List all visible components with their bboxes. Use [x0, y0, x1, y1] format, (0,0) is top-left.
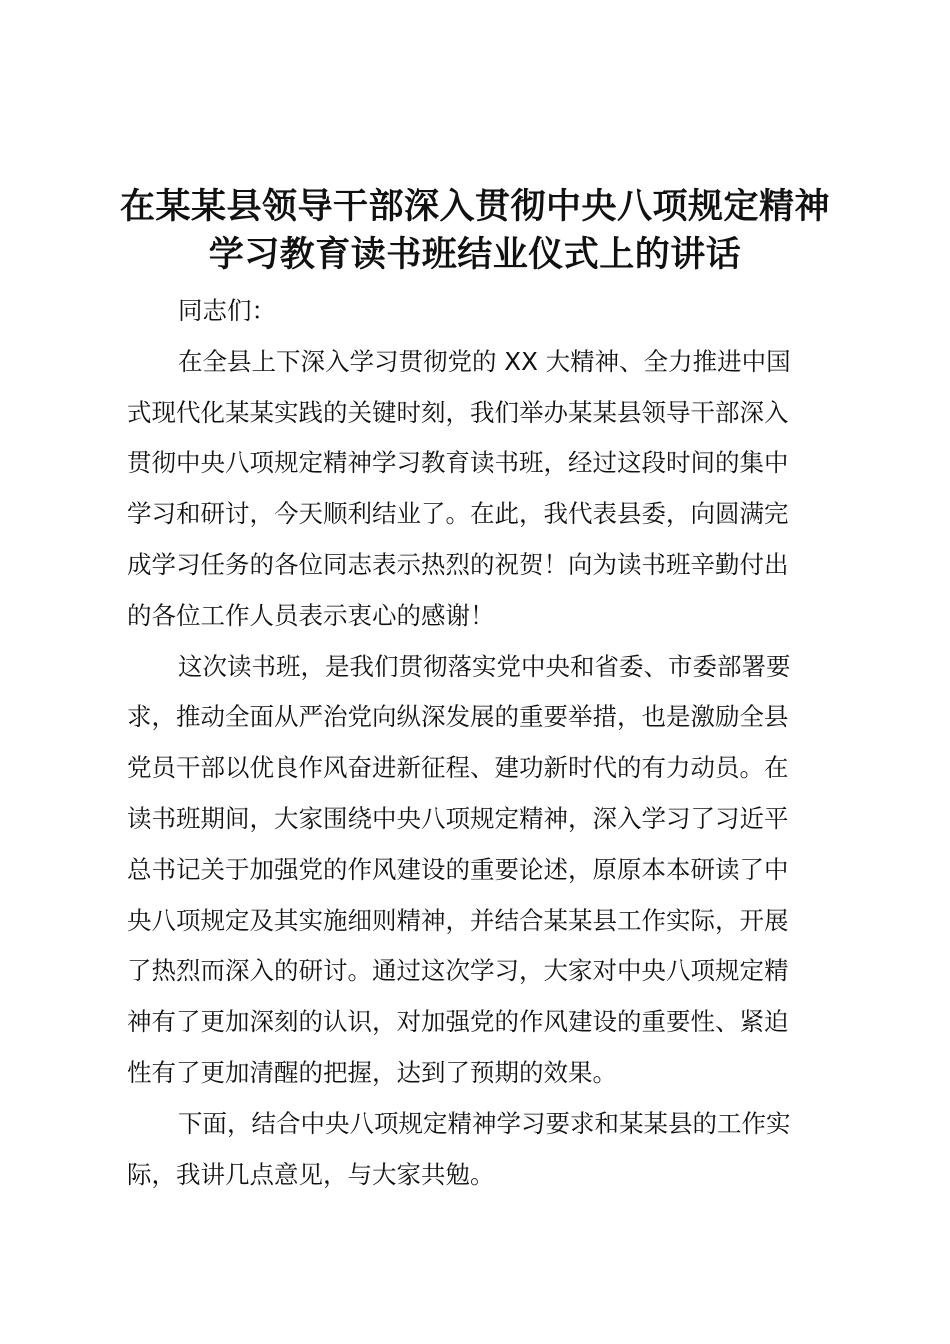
paragraph-line: 的各位工作人员表示衷心的感谢！	[127, 600, 495, 630]
paragraph-line: 际，我讲几点意见，与大家共勉。	[127, 1159, 495, 1189]
paragraph-line: 在全县上下深入学习贯彻党的 XX 大精神、全力推进中国	[178, 346, 791, 376]
paragraph-line: 式现代化某某实践的关键时刻，我们举办某某县领导干部深入	[127, 397, 789, 427]
paragraph-line: 神有了更加深刻的认识，对加强党的作风建设的重要性、紧迫	[127, 1007, 789, 1037]
paragraph-line: 下面，结合中央八项规定精神学习要求和某某县的工作实	[178, 1108, 791, 1138]
salutation: 同志们：	[178, 296, 276, 325]
paragraph-line: 读书班期间，大家围绕中央八项规定精神，深入学习了习近平	[127, 803, 789, 833]
paragraph-line: 求，推动全面从严治党向纵深发展的重要举措，也是激励全县	[127, 702, 789, 732]
title-line: 学习教育读书班结业仪式上的讲话	[208, 235, 742, 275]
paragraph-3	[127, 1099, 832, 1201]
paragraph-1	[127, 337, 832, 642]
paragraph-line: 总书记关于加强党的作风建设的重要论述，原原本本研读了中	[127, 854, 789, 884]
paragraph-line: 央八项规定及其实施细则精神，并结合某某县工作实际，开展	[127, 905, 789, 935]
paragraph-line: 这次读书班，是我们贯彻落实党中央和省委、市委部署要	[178, 651, 791, 681]
paragraph-2	[127, 642, 832, 1099]
paragraph-line: 学习和研讨，今天顺利结业了。在此，我代表县委，向圆满完	[127, 499, 789, 529]
document-body	[127, 286, 832, 1200]
paragraph-line: 党员干部以优良作风奋进新征程、建功新时代的有力动员。在	[127, 753, 789, 783]
paragraph-line: 贯彻中央八项规定精神学习教育读书班，经过这段时间的集中	[127, 448, 789, 478]
paragraph-line: 性有了更加清醒的把握，达到了预期的效果。	[127, 1057, 617, 1087]
paragraph-line: 了热烈而深入的研讨。通过这次学习，大家对中央八项规定精	[127, 956, 789, 986]
document-title	[100, 183, 850, 279]
title-line: 在某某县领导干部深入贯彻中央八项规定精神	[119, 187, 830, 227]
paragraph-line: 成学习任务的各位同志表示热烈的祝贺！向为读书班辛勤付出	[127, 549, 789, 579]
